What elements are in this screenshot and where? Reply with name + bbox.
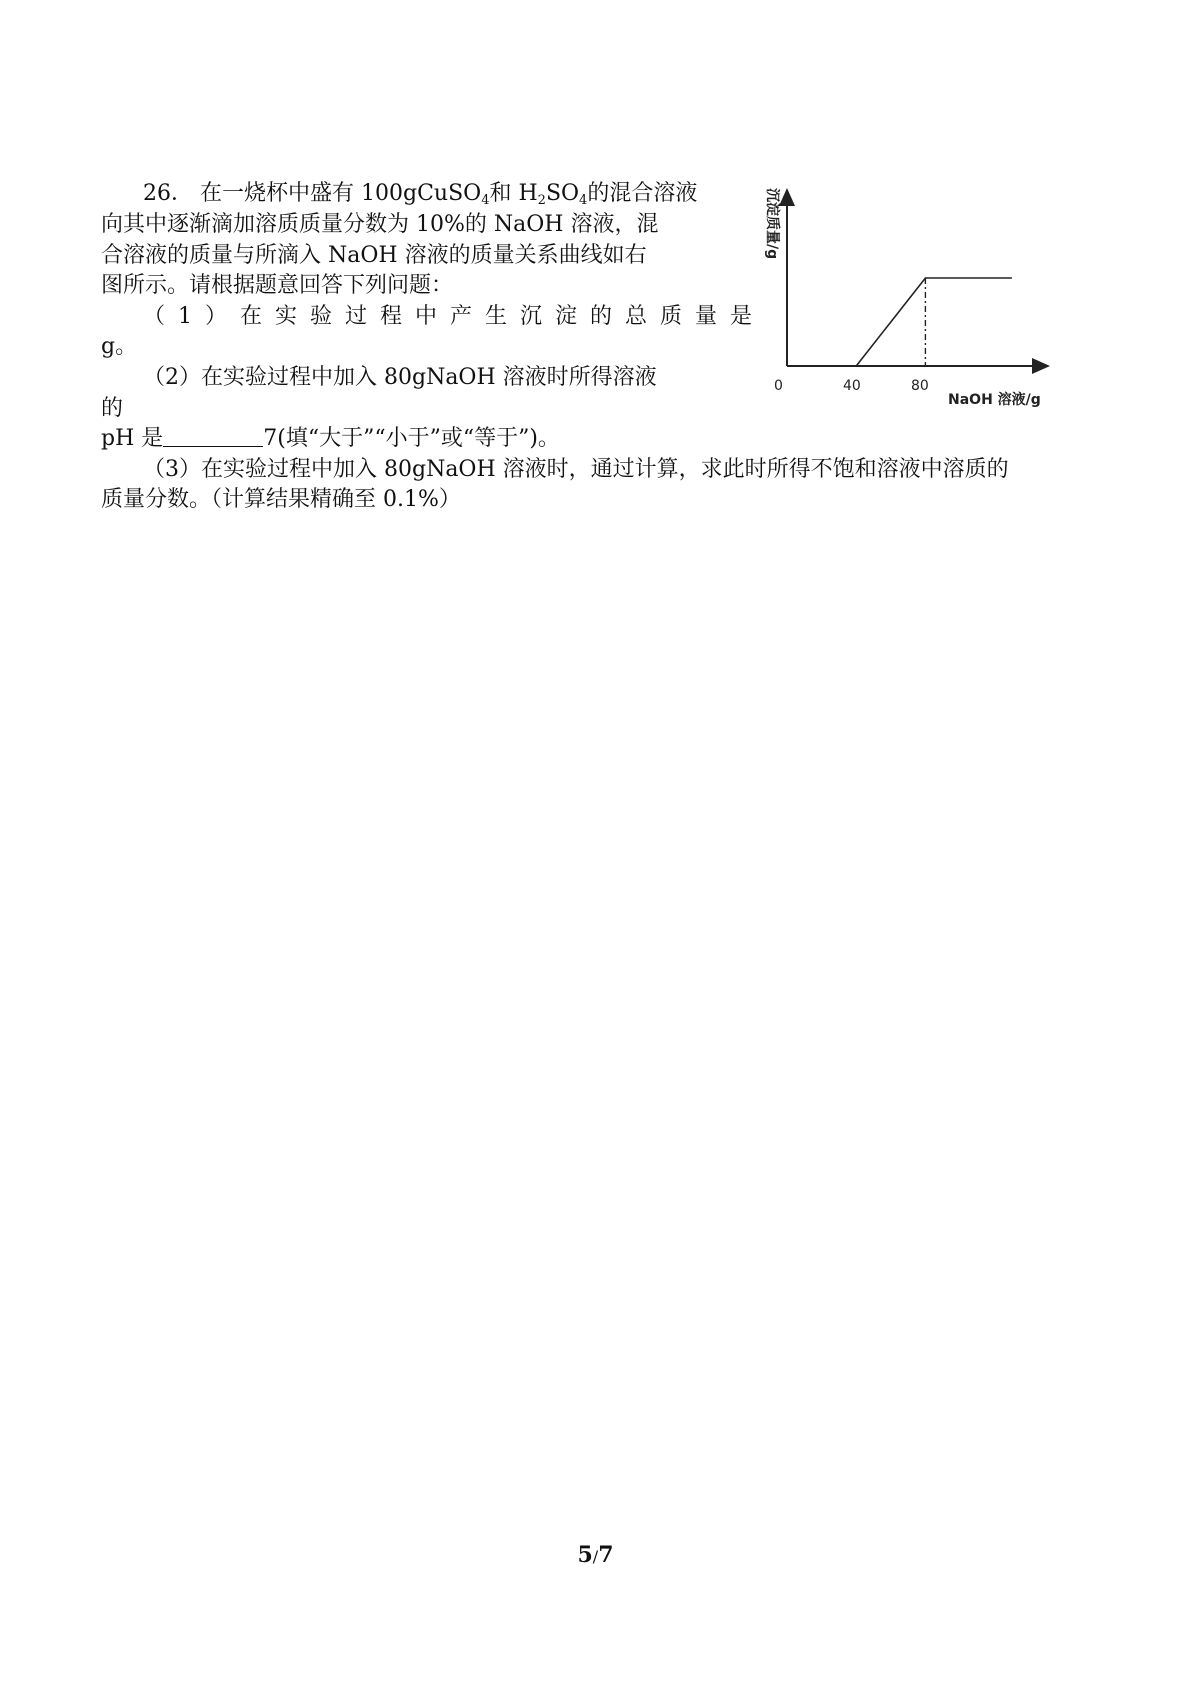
x-axis-label: NaOH 溶液/g bbox=[948, 392, 1041, 408]
x-tick-0: 0 bbox=[774, 378, 783, 394]
sub-question-3-cont: 质量分数。（计算结果精确至 0.1%） bbox=[101, 487, 461, 512]
sub-question-1-unit: g。 bbox=[101, 334, 138, 359]
text-segment: SO bbox=[545, 181, 580, 206]
series-layer bbox=[856, 278, 1012, 366]
current-page: 5 bbox=[577, 1542, 593, 1568]
sub-question-1: （1）在实验过程中产生沉淀的总质量是 bbox=[143, 304, 765, 329]
text-segment: 的混合溶液 bbox=[587, 181, 698, 206]
question-number: 26． bbox=[143, 181, 193, 206]
sub-question-2-ph bbox=[101, 424, 560, 454]
y-axis-label bbox=[764, 188, 781, 259]
sub-question-2: （2）在实验过程中加入 80gNaOH 溶液时所得溶液 bbox=[143, 365, 657, 390]
text-segment: 7(填“大于”“小于”或“等于”)。 bbox=[263, 426, 560, 451]
sub-question-3: （3）在实验过程中加入 80gNaOH 溶液时，通过计算，求此时所得不饱和溶液中溶质的 bbox=[143, 457, 1009, 482]
precipitate-graph bbox=[760, 182, 1080, 412]
answer-blank[interactable] bbox=[163, 424, 263, 447]
subscript: 4 bbox=[579, 193, 588, 208]
question-line-4: 图所示。请根据题意回答下列问题： bbox=[101, 273, 454, 298]
question-line-3: 合溶液的质量与所滴入 NaOH 溶液的质量关系曲线如右 bbox=[101, 243, 647, 268]
series-line bbox=[856, 278, 1012, 366]
text-segment: 在一烧杯中盛有 100gCuSO bbox=[200, 181, 482, 206]
text-segment: 和 H bbox=[489, 181, 538, 206]
subscript: 2 bbox=[537, 193, 546, 208]
y-axis-label-text: 沉淀质量/g bbox=[764, 188, 780, 260]
page-number bbox=[0, 1542, 1191, 1568]
text-segment: pH 是 bbox=[101, 426, 164, 451]
subscript: 4 bbox=[481, 193, 490, 208]
total-pages: 7 bbox=[598, 1542, 614, 1568]
page-separator: / bbox=[592, 1547, 599, 1566]
question-line-2: 向其中逐渐滴加溶质质量分数为 10%的 NaOH 溶液，混 bbox=[101, 212, 659, 237]
x-tick-80: 80 bbox=[911, 378, 929, 394]
x-tick-40: 40 bbox=[843, 378, 861, 394]
sub-question-2-cont: 的 bbox=[101, 396, 124, 421]
